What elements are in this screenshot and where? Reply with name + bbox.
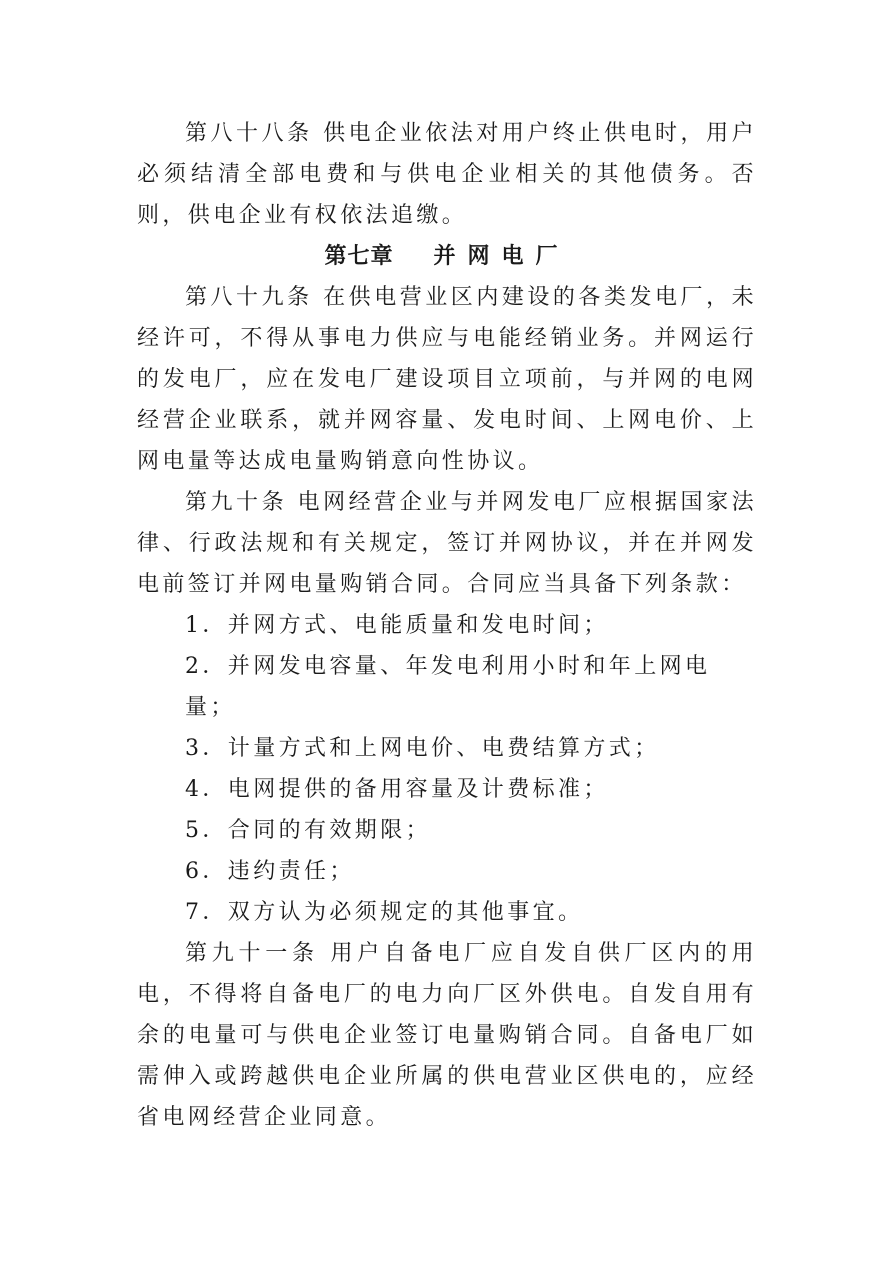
chapter-heading	[137, 236, 757, 277]
article-89: 第八十九条 在供电营业区内建设的各类发电厂，未经许可，不得从事电力供应与电能经销业务。并网运行的发电厂，应在发电厂建设项目立项前，与并网的电网经营企业联系，就并网容量、发电时间、上网电价、上网电量等达成电量购销意向性协议。	[137, 285, 757, 474]
list-item: 7．双方认为必须规定的其他事宜。	[185, 900, 584, 925]
article-88: 第八十八条 供电企业依法对用户终止供电时，用户必须结清全部电费和与供电企业相关的其他债务。否则，供电企业有权依法追缴。	[137, 121, 757, 228]
list-item: 1．并网方式、电能质量和发电时间；	[185, 613, 609, 638]
chapter-number: 第七章	[324, 244, 394, 269]
article-91: 第九十一条 用户自备电厂应自发自供厂区内的用电，不得将自备电厂的电力向厂区外供电。自发自用有余的电量可与供电企业签订电量购销合同。自备电厂如需伸入或跨越供电企业所属的供电营业区供电的，应经省电网经营企业同意。	[137, 941, 757, 1130]
list-item: 2．并网发电容量、年发电利用小时和年上网电量；	[185, 654, 711, 720]
document-page	[137, 113, 757, 1138]
list-item: 4．电网提供的备用容量及计费标准；	[185, 777, 609, 802]
list-item: 6．违约责任；	[185, 859, 355, 884]
chapter-title: 并网电厂	[433, 244, 570, 269]
list-item: 3．计量方式和上网电价、电费结算方式；	[185, 736, 660, 761]
list-item: 5．合同的有效期限；	[185, 818, 431, 843]
article-90: 第九十条 电网经营企业与并网发电厂应根据国家法律、行政法规和有关规定，签订并网协议，并在并网发电前签订并网电量购销合同。合同应当具备下列条款：	[137, 490, 757, 597]
